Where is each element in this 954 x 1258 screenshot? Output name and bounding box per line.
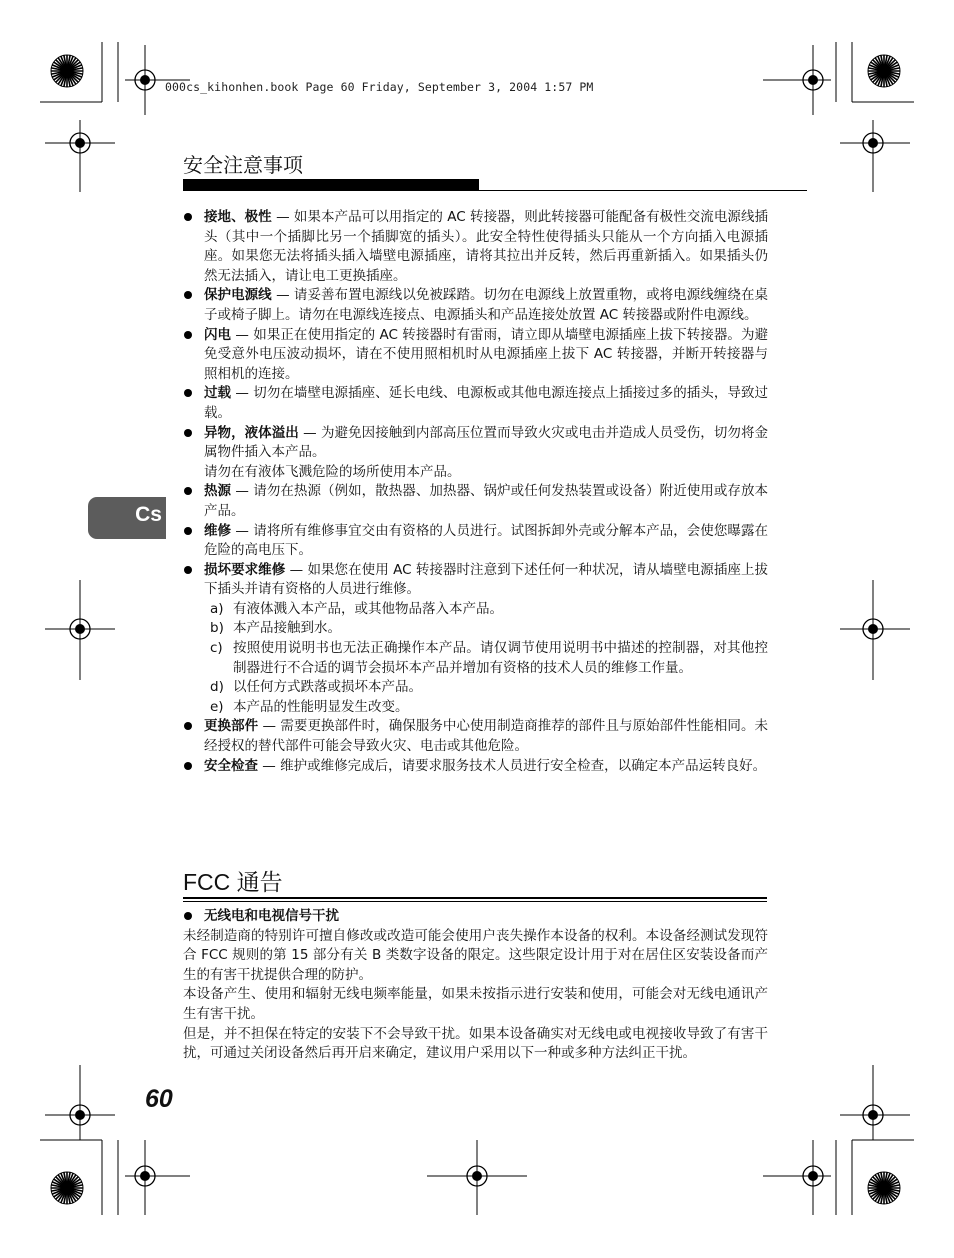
bullet-icon [184,291,192,299]
list-item [183,561,768,600]
bullet-icon [184,331,192,339]
item-term: 闪电 [204,326,232,343]
bullet-icon [184,762,192,770]
fcc-paragraph: 但是，并不担保在特定的安装下不会导致干扰。如果本设备确实对无线电或电视接收导致了有害干扰，可通过关闭设备然后再开启来确定，建议用户采用以下一种或多种方法纠正干扰。 [183,1025,768,1062]
title-bar [183,179,479,190]
condition-label: c) [210,640,223,657]
condition-text: 本产品的性能明显发生改变。 [233,698,409,715]
language-tab-label: Cs [135,503,162,526]
item-term: 热源 [204,483,232,500]
item-text: — 如果正在使用指定的 AC 转接器时有雷雨，请立即从墙壁电源插座上拔下转接器。为避免受意外电压波动损坏，请在不使用照相机时从电源插座上拔下 AC 转接器，并断开转接器与照相机的连接。 [204,326,768,382]
condition-item [183,600,768,620]
list-item [183,326,768,385]
item-text: — 请勿在热源（例如，散热器、加热器、锅炉或任何发热装置或设备）附近使用或存放本产品。 [204,483,768,519]
condition-label: a) [210,600,224,617]
condition-item [183,639,768,678]
bullet-icon [184,912,192,920]
language-tab [88,497,166,539]
item-term: 接地、极性 [204,209,272,225]
item-term: 安全检查 [204,757,258,774]
list-item [183,522,768,561]
condition-label: d) [210,679,224,696]
fcc-rule-thin [183,901,767,902]
list-item [183,482,768,521]
item-text: — 维护或维修完成后，请要求服务技术人员进行安全检查，以确定本产品运转良好。 [258,757,767,774]
condition-item [183,698,768,718]
bullet-icon [184,389,192,397]
fcc-bullet [183,907,768,927]
list-item [183,384,768,423]
item-term: 异物，液体溢出 [204,424,299,441]
item-text: — 如果本产品可以用指定的 AC 转接器，则此转接器可能配备有极性交流电源线插头（其中一个插脚比另一个插脚宽的插头）。此安全特性使得插头只能从一个方向插入电源插座。如果您无法将插头插入墙壁电源插座，请将其拉出并反转，然后再重新插入。如果插头仍然无法插入，请让电工更换插座。 [204,209,768,284]
list-item [183,717,768,756]
item-text: — 如果您在使用 AC 转接器时注意到下述任何一种状况，请从墙壁电源插座上拔下插头并请有资格的人员进行维修。 [204,561,768,598]
condition-label: b) [210,620,224,637]
safety-content [183,208,768,776]
fcc-paragraph: 未经制造商的特别许可擅自修改或改造可能会使用户丧失操作本设备的权利。本设备经测试发现符合 FCC 规则的第 15 部分有关 B 类数字设备的限定。这些限定设计用于对在居住区安装设备而产生的有害干扰提供合理的防护。 [183,927,768,983]
condition-text: 本产品接触到水。 [233,620,341,637]
item-text: — 请将所有维修事宜交由有资格的人员进行。试图拆卸外壳或分解本产品，会使您曝露在危险的高电压下。 [204,522,768,559]
section-title: 安全注意事项 [183,153,303,177]
bullet-icon [184,527,192,535]
fcc-rule [183,897,767,899]
condition-text: 以任何方式跌落或损坏本产品。 [233,679,422,696]
condition-label: e) [210,698,224,715]
item-term: 维修 [204,522,232,539]
list-item [183,208,768,286]
condition-item [183,678,768,698]
fcc-title: FCC 通告 [183,869,283,895]
item-text: — 为避免因接触到内部高压位置而导致火灾或电击并造成人员受伤，切勿将金属物件插入本产品。 [204,424,768,461]
list-item [183,286,768,325]
item-text: — 需要更换部件时，确保服务中心使用制造商推荐的部件且与原始部件性能相同。未经授权的替代部件可能会导致火灾、电击或其他危险。 [204,718,768,755]
safety-note: 请勿在有液体飞溅危险的场所使用本产品。 [204,463,461,480]
fcc-paragraph: 本设备产生、使用和辐射无线电频率能量，如果未按指示进行安装和使用，可能会对无线电通讯产生有害干扰。 [183,986,768,1022]
fcc-bullet-text: 无线电和电视信号干扰 [204,908,339,924]
bullet-icon [184,213,192,221]
bullet-icon [184,566,192,574]
item-term: 保护电源线 [204,287,272,304]
running-header: 000cs_kihonhen.book Page 60 Friday, September 3, 2004 1:57 PM [165,80,594,94]
bullet-icon [184,429,192,437]
item-term: 更换部件 [204,718,259,735]
list-item [183,424,768,463]
bullet-icon [184,487,192,495]
item-term: 过载 [204,385,232,402]
fcc-content [183,907,768,1064]
item-term: 损坏要求维修 [204,561,286,578]
item-text: — 切勿在墙壁电源插座、延长电线、电源板或其他电源连接点上插接过多的插头，导致过载。 [204,385,768,421]
condition-item [183,619,768,639]
list-item [183,757,768,777]
item-text: — 请妥善布置电源线以免被踩踏。切勿在电源线上放置重物，或将电源线缠绕在桌子或椅子脚上。请勿在电源线连接点、电源插头和产品连接处放置 AC 转接器或附件电源线。 [204,287,768,323]
condition-text: 有液体溅入本产品，或其他物品落入本产品。 [233,600,503,617]
condition-text: 按照使用说明书也无法正确操作本产品。请仅调节使用说明书中描述的控制器，对其他控制器进行不合适的调节会损坏本产品并增加有资格的技术人员的维修工作量。 [233,640,768,676]
bullet-icon [184,722,192,730]
page-number: 60 [145,1085,173,1113]
title-rule [183,190,807,191]
